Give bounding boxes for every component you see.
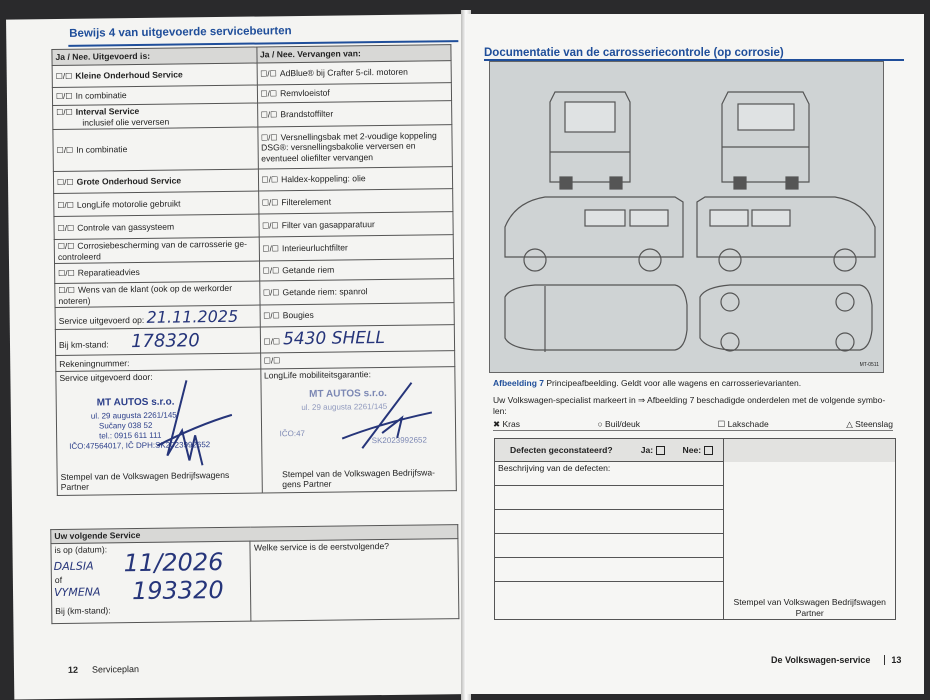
instructions: Uw Volkswagen-specialist markeert in ⇒ Afbeelding 7 beschadigde onderdelen met de volgende symbo-len:	[493, 395, 886, 416]
row-empty-jn: ☐/☐	[260, 351, 455, 369]
row-remvloeistof: ☐/☐ Remvloeistof	[257, 83, 452, 103]
row-gassysteem: ☐/☐ Controle van gassysteem	[54, 214, 259, 239]
row-adblue: ☐/☐ AdBlue® bij Crafter 5-cil. motoren	[257, 61, 452, 85]
handwritten-date: 21.11.2025	[146, 306, 239, 327]
handwritten-km: 178320	[130, 330, 200, 352]
left-page	[6, 14, 472, 700]
row-km-extra: ☐/☐ 5430 SHELL	[260, 325, 455, 353]
row-rekening: Rekeningnummer:	[56, 353, 261, 371]
blank-row	[495, 582, 724, 620]
row-wens: ☐/☐ Wens van de klant (ook op de werkorder noteren)	[55, 281, 260, 307]
defects-table	[494, 438, 896, 620]
cell-stamp-1: Service uitgevoerd door: MT AUTOS s.r.o. ul. 29 augusta 2261/145 Sučany 038 52 tel.: 0915 611 111 IČO:47564017, IČ DPH:SK2023992652 Stempel van de Volkswagen Bedrijfswagens Partner	[56, 369, 262, 495]
row-spanrol: ☐/☐ Getande riem: spanrol	[259, 279, 454, 305]
right-title: Documentatie van de carrosseriecontrole (op corrosie)	[484, 47, 784, 59]
right-page	[466, 14, 924, 694]
blank-row	[495, 486, 724, 510]
stamp-cell: Stempel van Volkswagen Bedrijfswagen Partner	[724, 462, 896, 620]
row-combi1: ☐/☐ In combinatie	[52, 85, 257, 105]
col-header-left: Ja / Nee. Uitgevoerd is:	[52, 47, 257, 65]
row-haldex: ☐/☐ Haldex-koppeling: olie	[258, 167, 453, 191]
handwritten-next-date: 11/2026	[123, 547, 224, 578]
figure-caption: Afbeelding 7 Principeafbeelding. Geldt voor alle wagens en carrosserievarianten.	[493, 378, 802, 388]
row-combi2: ☐/☐ In combinatie	[53, 127, 258, 171]
defect-question-cell: Defecten geconstateerd? Ja: Nee:	[495, 439, 724, 462]
row-getande-riem: ☐/☐ Getande riem	[259, 259, 454, 281]
handwritten-extra: 5430 SHELL	[282, 328, 386, 350]
next-service-table	[50, 524, 459, 624]
stamp-name-1: MT AUTOS s.r.o.	[96, 396, 175, 409]
signature-2	[321, 377, 442, 458]
legend-kras: ✖ Kras	[493, 419, 520, 429]
row-grote: ☐/☐ Grote Onderhoud Service	[53, 169, 258, 193]
legend-steenslag: △ Steenslag	[846, 419, 893, 429]
row-corrosie: ☐/☐ Corrosiebescherming van de carrosserie ge-controleerd	[54, 237, 259, 263]
right-footer: De Volkswagen-service 13	[771, 655, 902, 665]
vehicle-diagram	[489, 61, 884, 373]
row-bougies: ☐/☐ Bougies	[260, 303, 455, 328]
blank-row	[495, 510, 724, 534]
row-interval: ☐/☐ Interval Service inclusief olie verversen	[53, 103, 258, 129]
symbol-legend	[493, 419, 893, 431]
row-km: Bij km-stand: 178320	[55, 327, 260, 355]
legend-lakschade: ☐ Lakschade	[717, 419, 769, 429]
stamp-name-2: MT AUTOS s.r.o.	[309, 388, 388, 401]
blank-row	[495, 534, 724, 558]
figure-code: MT-0511	[859, 362, 879, 368]
header-empty	[724, 439, 896, 462]
nee-checkbox	[704, 446, 713, 455]
ja-checkbox	[656, 446, 665, 455]
row-filterelement: ☐/☐ Filterelement	[258, 189, 453, 214]
left-footer: 12 Serviceplan	[67, 664, 140, 675]
signature-1	[126, 375, 237, 471]
left-title: Bewijs 4 van uitgevoerde servicebeurten	[69, 25, 292, 40]
row-service-date: Service uitgevoerd op: 21.11.2025	[55, 305, 260, 330]
cell-stamp-2: LongLife mobiliteitsgarantie: MT AUTOS s.r.o. ul. 29 augusta 2261/145 IČO:47 SK2023992652 Stempel van de Volkswagen Bedrijfswa-gens Partner	[260, 367, 456, 493]
row-longlife: ☐/☐ LongLife motorolie gebruikt	[54, 191, 259, 216]
row-gasfilter: ☐/☐ Filter van gasapparatuur	[258, 212, 453, 237]
cell-next-date: is op (datum): DALSIA 11/2026 of VYMENA 193320 Bij (km-stand):	[51, 541, 251, 623]
legend-buil: ○ Buil/deuk	[597, 419, 641, 429]
row-reparatie: ☐/☐ Reparatieadvies	[55, 261, 260, 283]
row-dsg: ☐/☐ Versnellingsbak met 2-voudige koppeling DSG®: versnellingsbakolie verversen en eventueel oliefilter vervangen	[257, 125, 452, 169]
service-table	[51, 44, 456, 496]
row-interieurfilter: ☐/☐ Interieurluchtfilter	[259, 235, 454, 261]
van-drawings	[490, 62, 885, 374]
blank-row	[495, 558, 724, 582]
handwritten-next-km: 193320	[131, 575, 224, 606]
cell-next-which: Welke service is de eerstvolgende?	[250, 539, 458, 622]
col-header-right: Ja / Nee. Vervangen van:	[256, 45, 451, 63]
next-service-title: Uw volgende Service	[51, 525, 458, 544]
row-brandstoffilter: ☐/☐ Brandstoffilter	[257, 101, 452, 127]
description-label: Beschrijving van de defecten:	[495, 462, 724, 486]
row-kleine: ☐/☐ Kleine Onderhoud Service	[52, 63, 257, 87]
